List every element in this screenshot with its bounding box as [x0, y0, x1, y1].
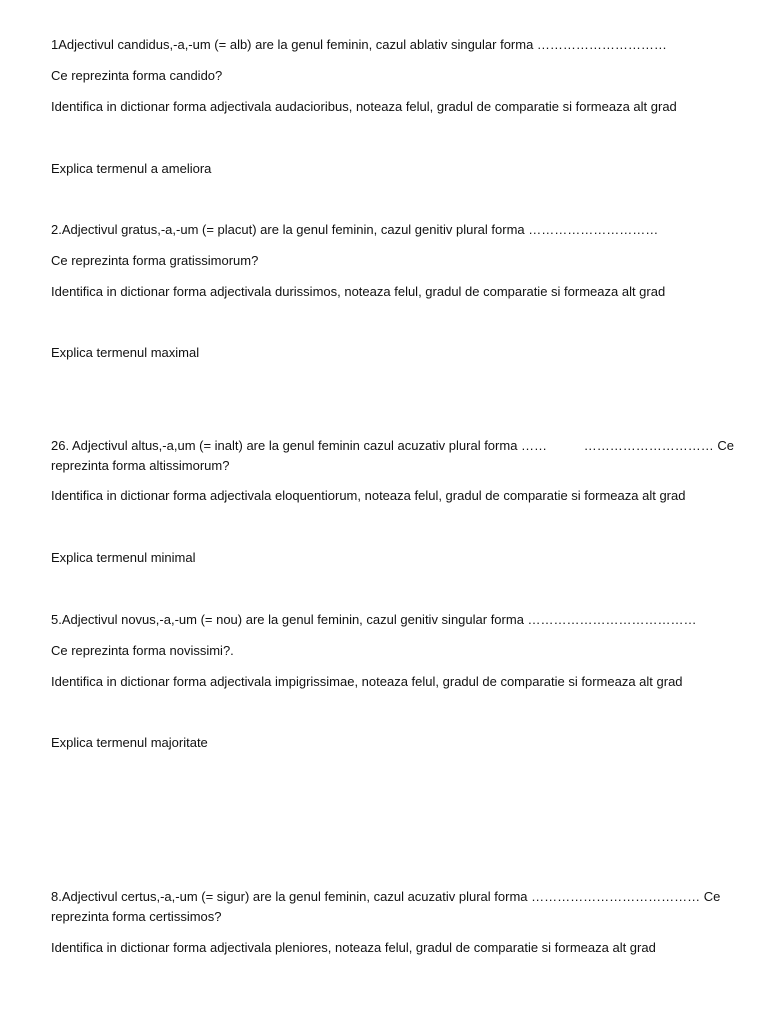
exercise-26-question-part2: ………………………… Ce: [583, 438, 734, 453]
exercise-1-dictionary-task: Identifica in dictionar forma adjectivala audacioribus, noteaza felul, gradul de comparatie si formeaza alt grad: [51, 99, 677, 114]
exercise-5-term-task: Explica termenul majoritate: [51, 735, 208, 750]
exercise-1-form-question: Ce reprezinta forma candido?: [51, 68, 223, 83]
exercise-2-form-question: Ce reprezinta forma gratissimorum?: [51, 253, 259, 268]
exercise-26-dictionary-task: Identifica in dictionar forma adjectivala eloquentiorum, noteaza felul, gradul de comparatie si formeaza alt grad: [51, 488, 686, 503]
exercise-8-question-part1: 8.Adjectivul certus,-a,-um (= sigur) are la genul feminin, cazul acuzativ plural forma ………………………………… Ce: [51, 889, 721, 904]
exercise-26-question-part1: 26. Adjectivul altus,-a,um (= inalt) are la genul feminin cazul acuzativ plural forma ……: [51, 438, 548, 453]
exercise-2-question: 2.Adjectivul gratus,-a,-um (= placut) are la genul feminin, cazul genitiv plural forma …………………………: [51, 222, 659, 237]
exercise-2-dictionary-task: Identifica in dictionar forma adjectivala durissimos, noteaza felul, gradul de comparatie si formeaza alt grad: [51, 284, 666, 299]
exercise-8-form-question: reprezinta forma certissimos?: [51, 909, 222, 924]
exercise-1-question: 1Adjectivul candidus,-a,-um (= alb) are la genul feminin, cazul ablativ singular forma …………………………: [51, 37, 667, 52]
exercise-5-question: 5.Adjectivul novus,-a,-um (= nou) are la genul feminin, cazul genitiv singular forma …………………………………: [51, 612, 697, 627]
exercise-5-dictionary-task: Identifica in dictionar forma adjectivala impigrissimae, noteaza felul, gradul de comparatie si formeaza alt grad: [51, 674, 683, 689]
exercise-26-question: [51, 436, 734, 476]
exercise-2-term-task: Explica termenul maximal: [51, 345, 200, 360]
exercise-8-question: [51, 887, 734, 927]
exercise-1-term-task: Explica termenul a ameliora: [51, 161, 212, 176]
exercise-26-form-question: reprezinta forma altissimorum?: [51, 458, 230, 473]
exercise-26-term-task: Explica termenul minimal: [51, 550, 196, 565]
exercise-5-form-question: Ce reprezinta forma novissimi?.: [51, 643, 234, 658]
exercise-8-dictionary-task: Identifica in dictionar forma adjectivala pleniores, noteaza felul, gradul de comparatie si formeaza alt grad: [51, 940, 656, 955]
